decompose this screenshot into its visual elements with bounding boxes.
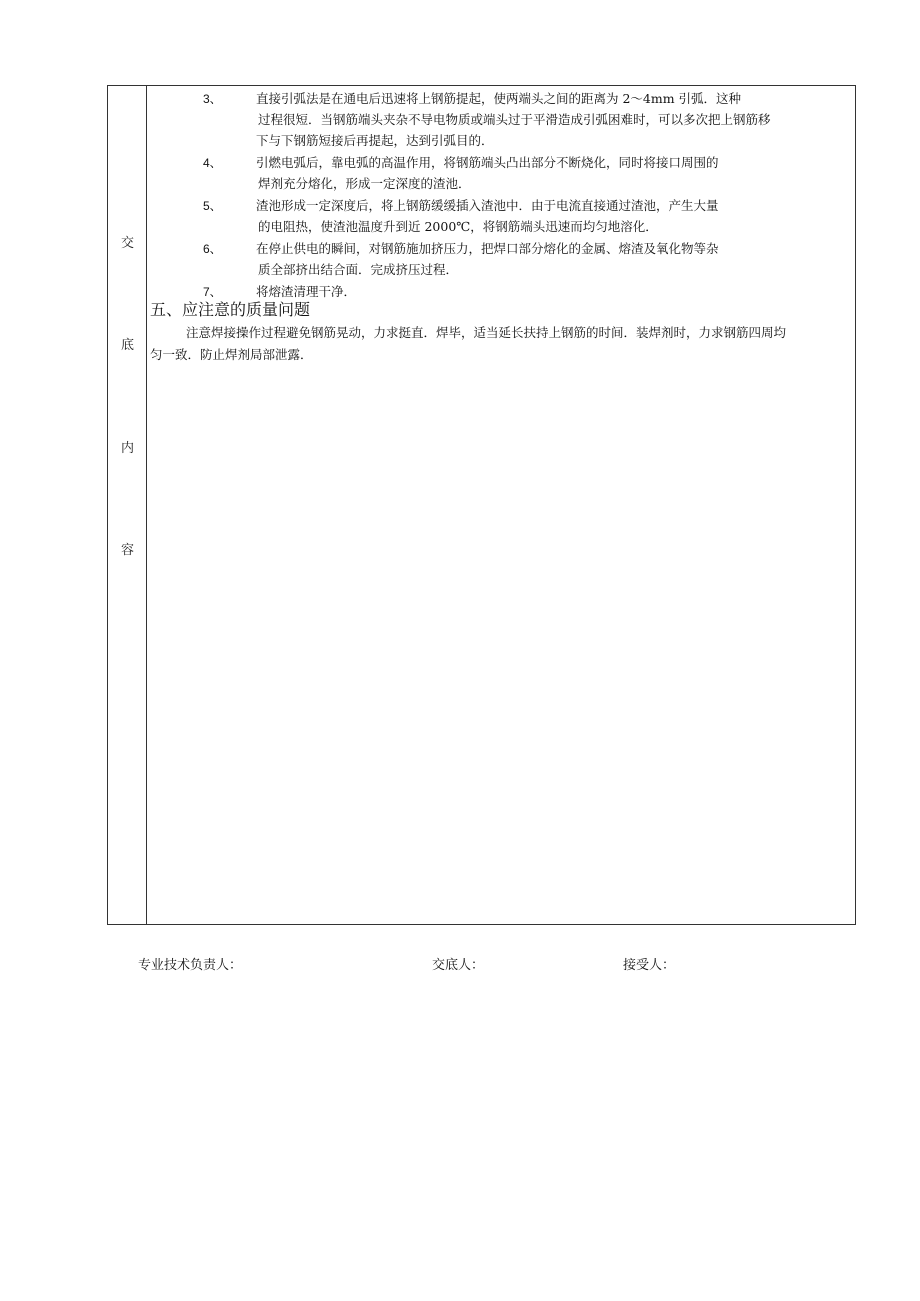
section-heading: 五、应注意的质量问题 [150, 300, 311, 319]
step-number: 5、 [203, 199, 222, 213]
step-text-line: 将熔渣清理干净． [256, 284, 357, 299]
step-text-line: 焊剂充分熔化，形成一定深度的渣池． [258, 176, 471, 191]
step-text-line: 直接引弧法是在通电后迅速将上钢筋提起，使两端头之间的距离为 2～4mm 引弧．这种 [256, 91, 742, 106]
step-text-line: 在停止供电的瞬间，对钢筋施加挤压力，把焊口部分熔化的金属、熔渣及氧化物等杂 [256, 241, 719, 256]
step-text-line: 引燃电弧后，靠电弧的高温作用，将钢筋端头凸出部分不断烧化，同时将接口周围的 [256, 155, 719, 170]
step-text-line: 质全部挤出结合面．完成挤压过程． [258, 262, 459, 277]
step-text-line: 过程很短．当钢筋端头夹杂不导电物质或端头过于平滑造成引弧困难时，可以多次把上钢筋移 [258, 112, 771, 127]
step-text-line: 渣池形成一定深度后，将上钢筋缓缓插入渣池中．由于电流直接通过渣池，产生大量 [256, 198, 719, 213]
step-text-line: 下与下钢筋短接后再提起，达到引弧目的． [256, 133, 494, 148]
section-paragraph-line: 匀一致．防止焊剂局部泄露． [150, 347, 313, 362]
section-paragraph-line: 注意焊接操作过程避免钢筋晃动，力求挺直．焊毕，适当延长扶持上钢筋的时间．装焊剂时，力求钢筋四周均 [186, 325, 787, 340]
side-label-column [108, 86, 147, 924]
side-label-char: 交 [120, 236, 134, 251]
discloser-signature-label: 交底人： [432, 958, 485, 973]
step-number: 6、 [203, 242, 222, 256]
side-label-char: 容 [120, 543, 134, 558]
step-number: 3、 [203, 92, 222, 106]
side-label-char: 底 [120, 338, 134, 353]
step-number: 7、 [203, 285, 222, 299]
receiver-signature-label: 接受人： [623, 958, 676, 973]
side-label-char: 内 [120, 441, 134, 456]
tech-lead-signature-label: 专业技术负责人： [138, 958, 243, 973]
disclosure-content [148, 86, 855, 924]
disclosure-table [107, 85, 856, 925]
step-number: 4、 [203, 156, 222, 170]
step-text-line: 的电阻热，使渣池温度升到近 2000℃，将钢筋端头迅速而均匀地溶化． [258, 219, 658, 234]
